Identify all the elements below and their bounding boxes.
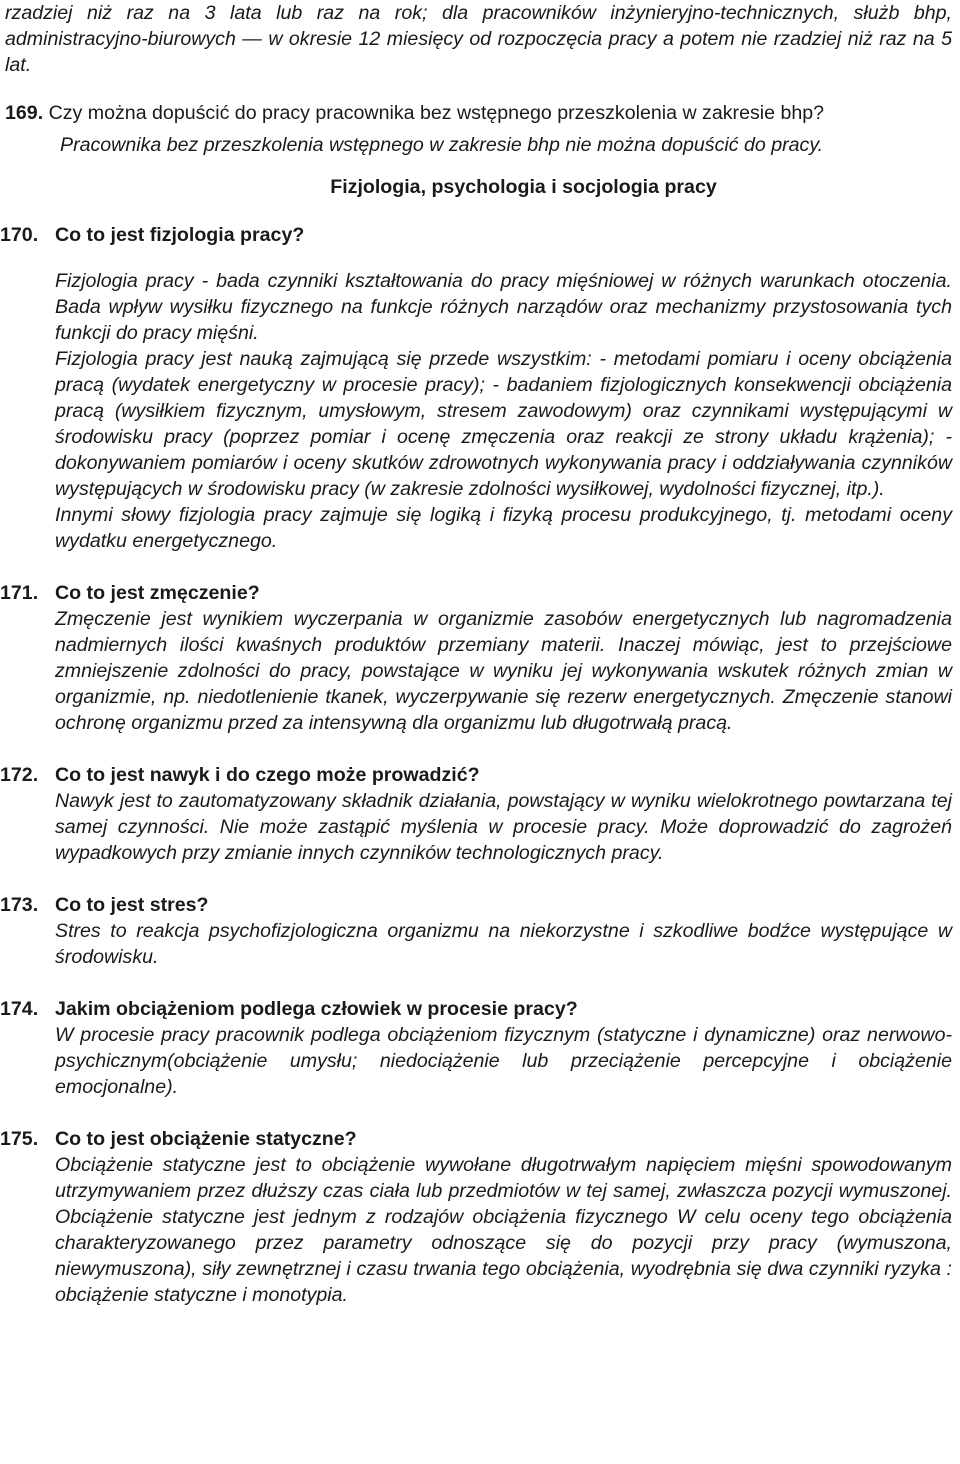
question-170: [0, 222, 952, 248]
question-169-number: 169.: [5, 102, 44, 124]
question-174-text: Jakim obciążeniom podlega człowiek w procesie pracy?: [55, 998, 578, 1020]
question-169-text: Czy można dopuścić do pracy pracownika bez wstępnego przeszkolenia w zakresie bhp?: [48, 102, 825, 124]
question-173-number: 173.: [0, 894, 39, 916]
question-174-number: 174.: [0, 998, 39, 1020]
question-169: [5, 100, 952, 126]
intro-paragraph: rzadziej niż raz na 3 lata lub raz na rok; dla pracowników inżynieryjno-technicznych, służb bhp, administracyjno-biurowych — w okresie 12 miesięcy od rozpoczęcia pracy a potem nie rzadziej niż raz na 5 lat.: [5, 2, 952, 76]
answer-174: W procesie pracy pracownik podlega obciążeniom fizycznym (statyczne i dynamiczne) oraz nerwowo-psychicznym(obciążenie umysłu; niedociążenie lub przeciążenie percepcyjne i obciążenie emocjonalne).: [55, 1024, 952, 1098]
question-172-number: 172.: [0, 764, 39, 786]
question-171: [0, 580, 952, 606]
question-175-text: Co to jest obciążenie statyczne?: [55, 1128, 357, 1150]
answer-171: Zmęczenie jest wynikiem wyczerpania w organizmie zasobów energetycznych lub nagromadzenia nadmiernych ilości kwaśnych produktów przemiany materii. Inaczej mówiąc, jest to przejściowe zmniejszenie zdolności do pracy, powstające w wyniku jej wykonywania wskutek różnych zmian w organizmie, np. niedotlenienie tkanek, wyczerpywanie się rezerw energetycznych. Zmęczenie stanowi ochronę organizmu przed za intensywną dla organizmu lub długotrwałą pracą.: [55, 608, 952, 734]
question-174: [0, 996, 952, 1022]
question-172-text: Co to jest nawyk i do czego może prowadzić?: [55, 764, 480, 786]
question-173: [0, 892, 952, 918]
question-172: [0, 762, 952, 788]
question-170-number: 170.: [0, 224, 39, 246]
question-175: [0, 1126, 952, 1152]
section-title: Fizjologia, psychologia i socjologia pracy: [330, 176, 717, 198]
question-171-number: 171.: [0, 582, 39, 604]
answer-173: Stres to reakcja psychofizjologiczna organizmu na niekorzystne i szkodliwe bodźce występujące w środowisku.: [55, 920, 952, 968]
answer-170-p1: Fizjologia pracy - bada czynniki kształtowania do pracy mięśniowej w różnych warunkach otoczenia. Bada wpływ wysiłku fizycznego na funkcje różnych narządów oraz mechanizmy przystosowania tych funkcji do pracy mięśni.: [55, 270, 952, 344]
question-175-number: 175.: [0, 1128, 39, 1150]
question-173-text: Co to jest stres?: [55, 894, 209, 916]
question-170-text: Co to jest fizjologia pracy?: [55, 224, 305, 246]
answer-169: Pracownika bez przeszkolenia wstępnego w zakresie bhp nie można dopuścić do pracy.: [60, 134, 824, 156]
answer-170-p2: Fizjologia pracy jest nauką zajmującą się przede wszystkim: - metodami pomiaru i oceny obciążenia pracą (wydatek energetyczny w procesie pracy); - badaniem fizjologicznych konsekwencji obciążenia pracą (wysiłkiem fizycznym, umysłowym, stresem zawodowym) oraz czynnikami występującymi w środowisku pracy (poprzez pomiar i ocenę zmęczenia oraz reakcji ze strony układu krążenia); - dokonywaniem pomiarów i oceny skutków zdrowotnych wykonywania pracy i oddziaływania czynników występujących w środowisku pracy (w zakresie zdolności wysiłkowej, wydolności fizycznej, itp.).: [55, 348, 952, 500]
answer-175: Obciążenie statyczne jest to obciążenie wywołane długotrwałym napięciem mięśni spowodowanym utrzymywaniem przez dłuższy czas ciała lub przedmiotów w tej samej, zwłaszcza pozycji wymuszonej. Obciążenie statyczne jest jednym z rodzajów obciążenia fizycznego W celu oceny tego obciążenia charakteryzowanego przez parametry odnoszące się do pozycji przy pracy (wymuszona, niewymuszona), siły zewnętrznej i czasu trwania tego obciążenia, wyodrębnia się dwa czynniki ryzyka : obciążenie statyczne i monotypia.: [55, 1154, 952, 1306]
answer-170-p3: Innymi słowy fizjologia pracy zajmuje się logiką i fizyką procesu produkcyjnego, tj. metodami oceny wydatku energetycznego.: [55, 504, 952, 552]
answer-172: Nawyk jest to zautomatyzowany składnik działania, powstający w wyniku wielokrotnego powtarzana tej samej czynności. Nie może zastąpić myślenia w procesie pracy. Może doprowadzić do zagrożeń wypadkowych przy zmianie innych czynników technologicznych pracy.: [55, 790, 952, 864]
question-171-text: Co to jest zmęczenie?: [55, 582, 260, 604]
